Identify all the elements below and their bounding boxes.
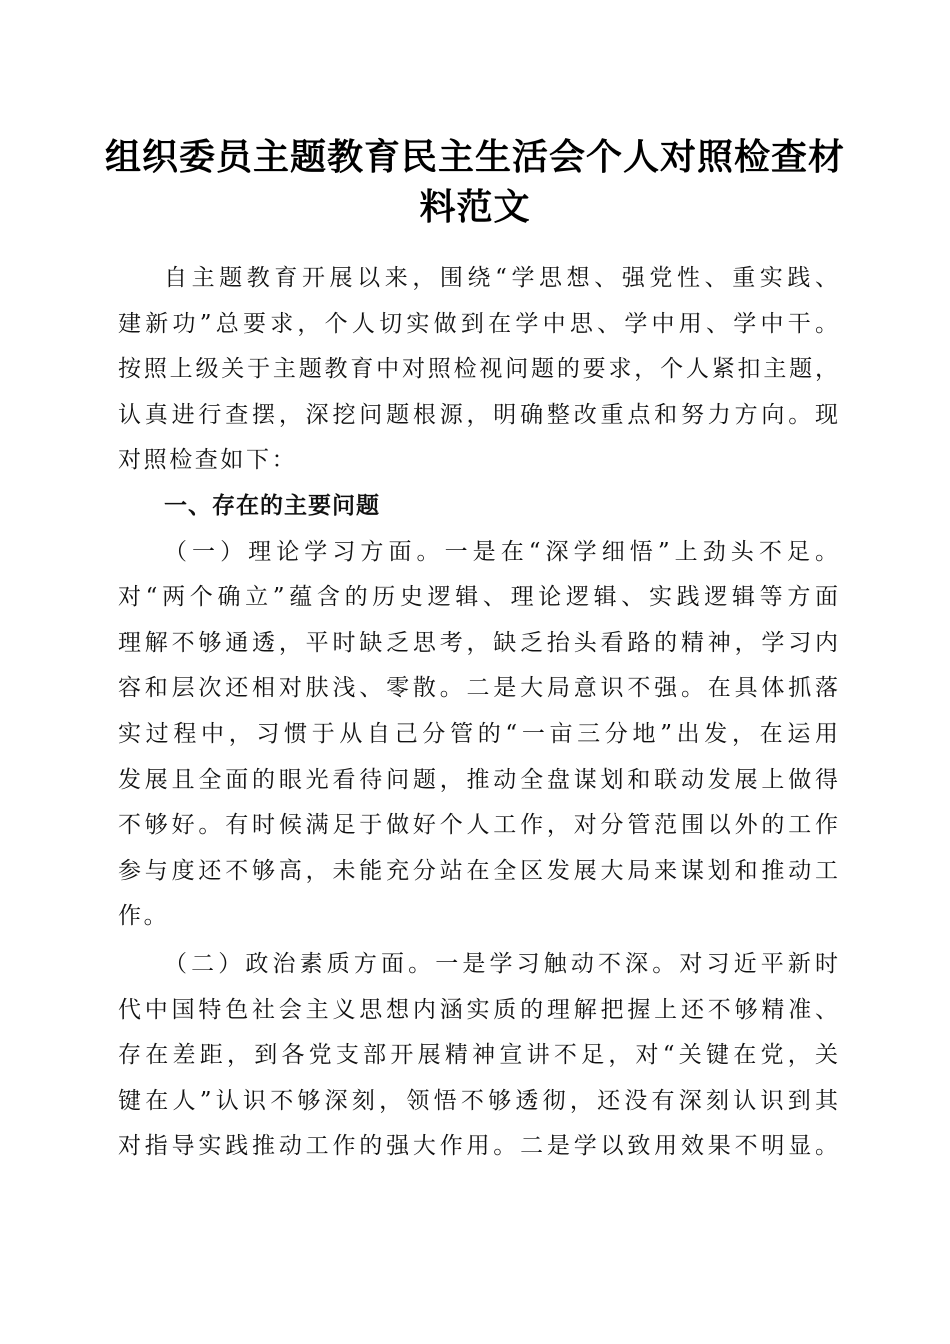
paragraph-line: 参与度还不够高，未能充分站在全区发展大局来谋划和推动工	[118, 857, 838, 884]
paragraph-line: 建新功”总要求，个人切实做到在学中思、学中用、学中干。	[118, 310, 838, 337]
paragraph-line: 自主题教育开展以来，围绕“学思想、强党性、重实践、	[164, 265, 838, 291]
paragraph-line: 作。	[118, 903, 170, 930]
paragraph-line: 不够好。有时候满足于做好个人工作，对分管范围以外的工作	[118, 812, 838, 839]
theory-study-paragraph	[118, 530, 838, 940]
paragraph-line: 对照检查如下：	[118, 447, 298, 474]
paragraph-line: 按照上级关于主题教育中对照检视问题的要求，个人紧扣主题，	[118, 356, 838, 383]
paragraph-line: 发展且全面的眼光看待问题，推动全盘谋划和联动发展上做得	[118, 766, 838, 793]
intro-paragraph	[118, 256, 838, 484]
paragraph-line: （二）政治素质方面。一是学习触动不深。对习近平新时	[164, 950, 838, 977]
political-quality-paragraph	[118, 942, 838, 1170]
title-line-1: 组织委员主题教育民主生活会个人对照检查材	[104, 136, 845, 178]
paragraph-line: 理解不够通透，平时缺乏思考，缺乏抬头看路的精神，学习内	[118, 629, 838, 656]
document-body	[118, 256, 838, 1170]
paragraph-line: （一）理论学习方面。一是在“深学细悟”上劲头不足。	[164, 538, 838, 565]
paragraph-line: 容和层次还相对肤浅、零散。二是大局意识不强。在具体抓落	[118, 675, 838, 702]
section-heading-text: 一、存在的主要问题	[164, 492, 380, 519]
paragraph-line: 存在差距，到各党支部开展精神宣讲不足，对“关键在党，关	[118, 1042, 838, 1069]
paragraph-line: 键在人”认识不够深刻，领悟不够透彻，还没有深刻认识到其	[118, 1087, 838, 1114]
paragraph-line: 实过程中，习惯于从自己分管的“一亩三分地”出发，在运用	[118, 720, 838, 747]
paragraph-line: 对“两个确立”蕴含的历史逻辑、理论逻辑、实践逻辑等方面	[118, 584, 838, 611]
title-line-2: 料范文	[419, 186, 531, 228]
document-title	[100, 132, 850, 232]
section-heading	[118, 484, 838, 530]
paragraph-line: 认真进行查摆，深挖问题根源，明确整改重点和努力方向。现	[118, 401, 838, 428]
paragraph-line: 代中国特色社会主义思想内涵实质的理解把握上还不够精准、	[118, 996, 838, 1023]
paragraph-line: 对指导实践推动工作的强大作用。二是学以致用效果不明显。	[118, 1133, 838, 1160]
